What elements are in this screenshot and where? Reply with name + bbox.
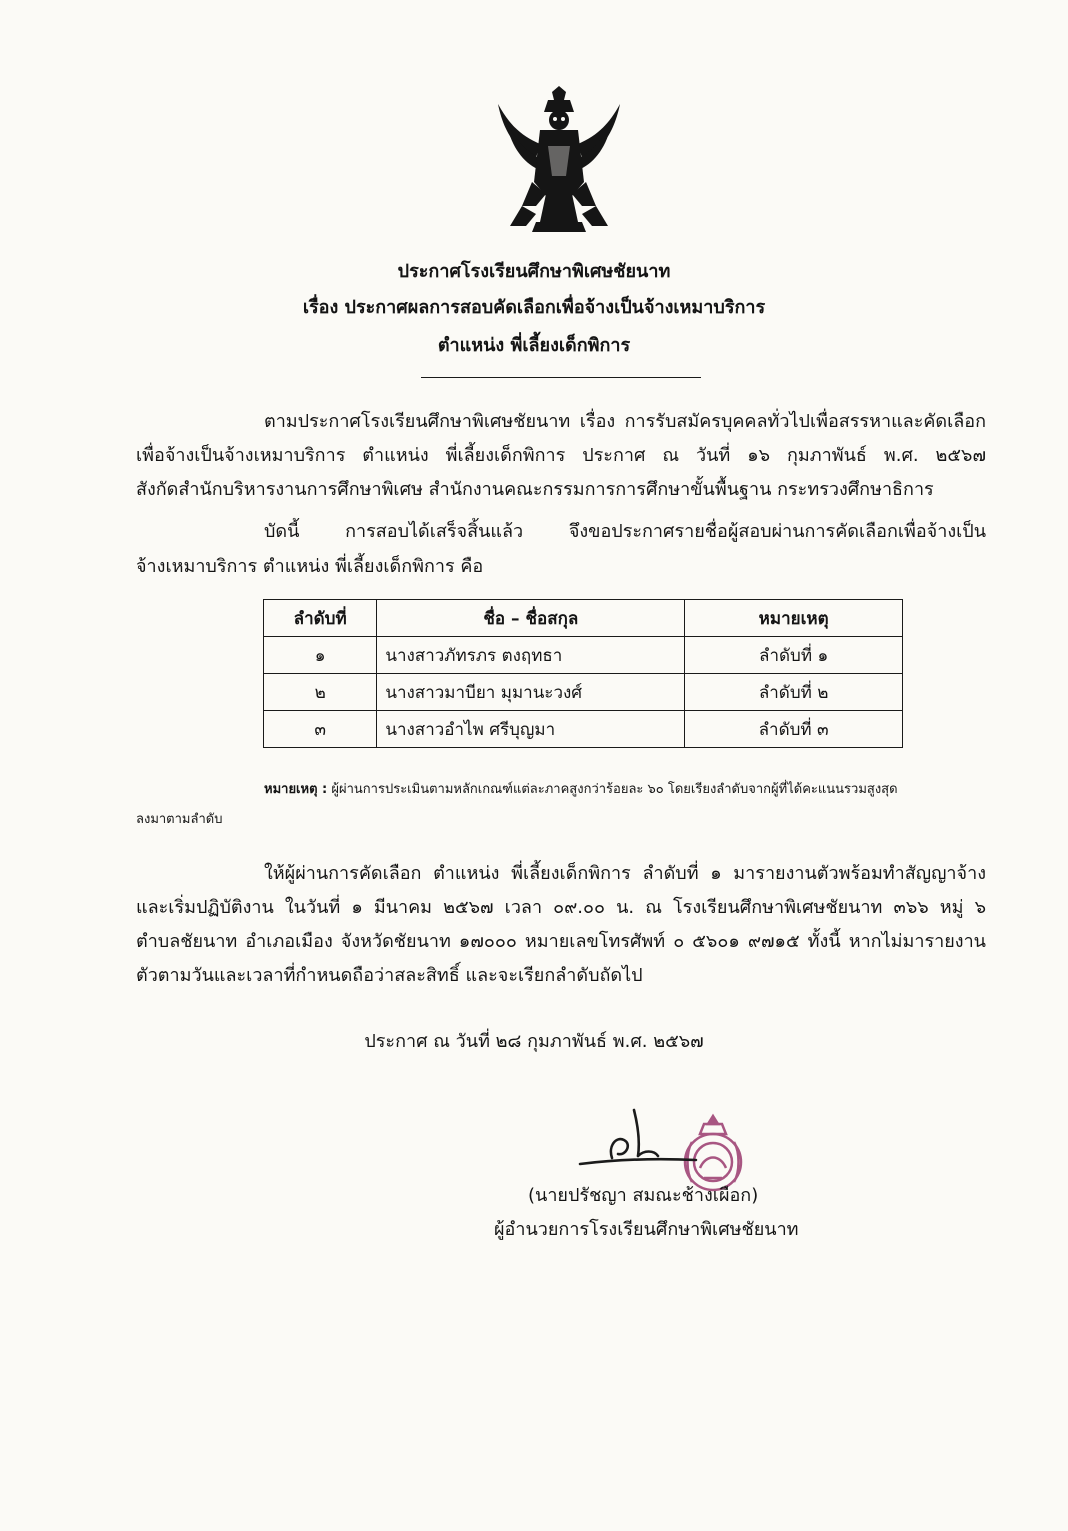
paragraph-line: เพื่อจ้างเป็นจ้างเหมาบริการ ตำแหน่ง พี่เลี้ยงเด็กพิการ ประกาศ ณ วันที่ ๑๖ กุมภาพันธ์ พ.ศ. ๒๕๖๗ <box>136 445 987 466</box>
paragraph-line: บัดนี้ การสอบได้เสร็จสิ้นแล้ว จึงขอประกาศรายชื่อผู้สอบผ่านการคัดเลือกเพื่อจ้างเป็น <box>264 521 986 542</box>
signatory-title: ผู้อำนวยการโรงเรียนศึกษาพิเศษชัยนาท <box>494 1219 799 1240</box>
row-note: ลำดับที่ ๒ <box>685 674 903 711</box>
row-order: ๒ <box>264 674 377 711</box>
row-note: ลำดับที่ ๓ <box>685 711 903 748</box>
instruction-line: ตัวตามวันและเวลาที่กำหนดถือว่าสละสิทธิ์ และจะเรียกลำดับถัดไป <box>136 965 643 986</box>
row-order: ๓ <box>264 711 377 748</box>
table-row <box>264 637 903 674</box>
remark-label: หมายเหตุ : <box>264 782 328 797</box>
row-name: นางสาวมาบียา มุมานะวงศ์ <box>377 674 685 711</box>
results-table <box>263 599 903 748</box>
column-header-order: ลำดับที่ <box>264 600 377 637</box>
row-order: ๑ <box>264 637 377 674</box>
signature-icon <box>572 1106 702 1172</box>
row-name: นางสาวภัทรภร ตงฤทธา <box>377 637 685 674</box>
paragraph-line: ตามประกาศโรงเรียนศึกษาพิเศษชัยนาท เรื่อง การรับสมัครบุคคลทั่วไปเพื่อสรรหาและคัดเลือก <box>264 411 986 432</box>
table-header-row <box>264 600 903 637</box>
announcement-subject: เรื่อง ประกาศผลการสอบคัดเลือกเพื่อจ้างเป็นจ้างเหมาบริการ <box>302 297 766 318</box>
paragraph-line: สังกัดสำนักบริหารงานการศึกษาพิเศษ สำนักงานคณะกรรมการการศึกษาขั้นพื้นฐาน กระทรวงศึกษาธิการ <box>136 479 934 500</box>
announcement-title: ประกาศโรงเรียนศึกษาพิเศษชัยนาท <box>397 261 671 282</box>
signatory-name: (นายปรัชญา สมณะช้างเผือก) <box>528 1185 759 1206</box>
announcement-position: ตำแหน่ง พี่เลี้ยงเด็กพิการ <box>437 335 631 356</box>
column-header-name: ชื่อ – ชื่อสกุล <box>377 600 685 637</box>
column-header-note: หมายเหตุ <box>685 600 903 637</box>
table-row <box>264 711 903 748</box>
instruction-line: ให้ผู้ผ่านการคัดเลือก ตำแหน่ง พี่เลี้ยงเด็กพิการ ลำดับที่ ๑ มารายงานตัวพร้อมทำสัญญาจ้าง <box>264 863 986 884</box>
paragraph-line: จ้างเหมาบริการ ตำแหน่ง พี่เลี้ยงเด็กพิการ คือ <box>136 556 484 577</box>
announce-date: ประกาศ ณ วันที่ ๒๘ กุมภาพันธ์ พ.ศ. ๒๕๖๗ <box>364 1031 704 1052</box>
instruction-line: และเริ่มปฏิบัติงาน ในวันที่ ๑ มีนาคม ๒๕๖๗ เวลา ๐๙.๐๐ น. ณ โรงเรียนศึกษาพิเศษชัยนาท ๓๖๖ หมู่ ๖ <box>136 897 986 918</box>
remark-line <box>264 778 898 799</box>
header-divider <box>421 377 701 378</box>
remark-text: ผู้ผ่านการประเมินตามหลักเกณฑ์แต่ละภาคสูงกว่าร้อยละ ๖๐ โดยเรียงลำดับจากผู้ที่ได้คะแนนรวมสูงสุด <box>331 782 898 797</box>
row-name: นางสาวอำไพ ศรีบุญมา <box>377 711 685 748</box>
remark-line-2: ลงมาตามลำดับ <box>136 812 223 827</box>
garuda-emblem-icon <box>492 86 626 232</box>
row-note: ลำดับที่ ๑ <box>685 637 903 674</box>
instruction-line: ตำบลชัยนาท อำเภอเมือง จังหวัดชัยนาท ๑๗๐๐๐ หมายเลขโทรศัพท์ ๐ ๕๖๐๑ ๙๗๑๕ ทั้งนี้ หากไม่มารายงาน <box>136 931 986 952</box>
table-row <box>264 674 903 711</box>
